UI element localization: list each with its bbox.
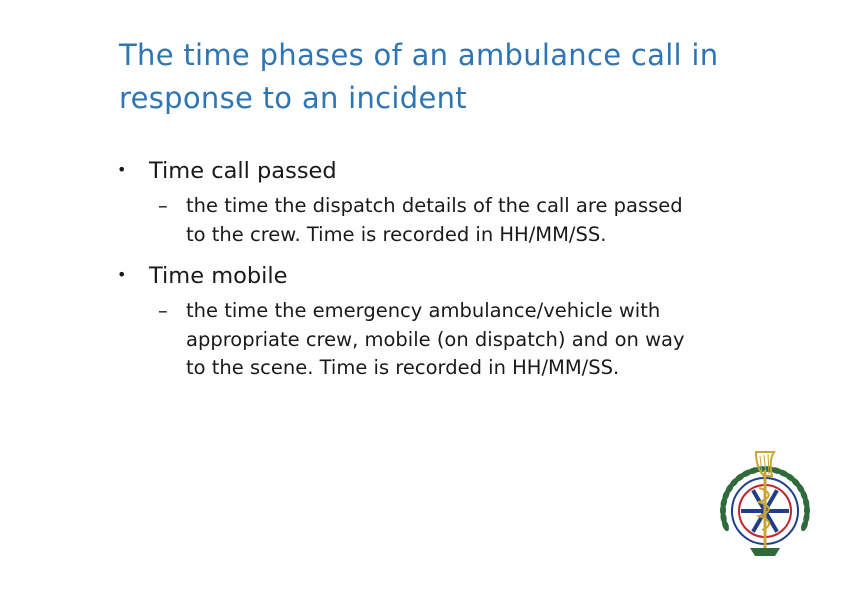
sub-bullet-time-call-passed: [158, 192, 683, 249]
slide-title: [119, 34, 799, 120]
title-line: The time phases of an ambulance call in: [119, 38, 719, 72]
sub-bullet-line: the time the emergency ambulance/vehicle with: [186, 299, 661, 322]
sub-bullet-line: to the scene. Time is recorded in HH/MM/SS.: [186, 356, 620, 379]
bullet-time-call-passed: [117, 156, 337, 185]
title-line: response to an incident: [119, 81, 467, 115]
sub-bullet-line: the time the dispatch details of the call are passed: [186, 194, 683, 217]
sub-bullet-time-mobile: [158, 297, 685, 383]
dash-icon: –: [158, 194, 168, 217]
bullet-time-mobile: [117, 261, 288, 290]
bullet-text: Time call passed: [149, 158, 337, 184]
dash-icon: –: [158, 299, 168, 322]
bullet-dot-icon: •: [117, 160, 127, 179]
bullet-dot-icon: •: [117, 265, 127, 284]
bullet-text: Time mobile: [149, 263, 288, 289]
crest-ribbon: [750, 548, 780, 556]
sub-bullet-line: to the crew. Time is recorded in HH/MM/SS.: [186, 222, 607, 246]
ambulance-service-crest-icon: [712, 448, 818, 560]
sub-bullet-line: appropriate crew, mobile (on dispatch) and on way: [186, 327, 685, 351]
